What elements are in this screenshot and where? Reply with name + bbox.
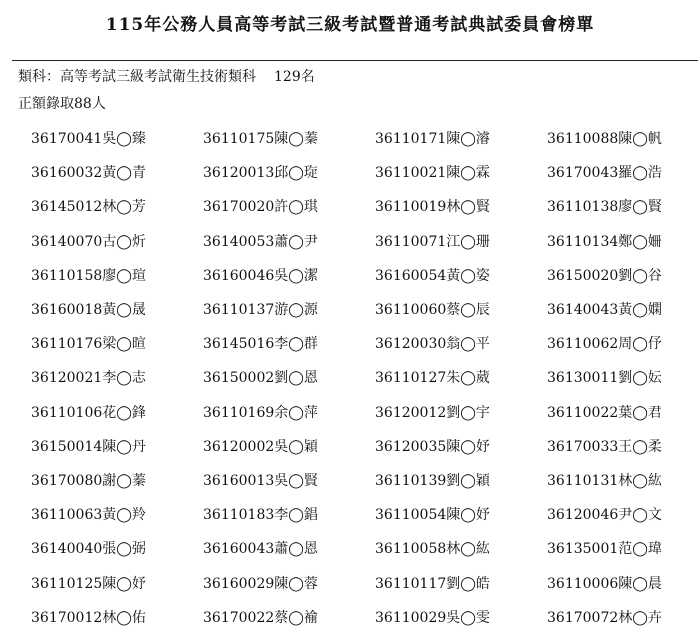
roster-entry: 36110183李◯錩 — [203, 507, 318, 524]
roster-entry: 36140040張◯弼 — [31, 541, 146, 558]
roster-entry: 36110175陳◯蓁 — [203, 131, 318, 148]
roster-entry: 36110106花◯鋒 — [31, 404, 146, 421]
category-total: 129名 — [274, 69, 315, 85]
roster-entry: 36120046尹◯文 — [547, 507, 662, 524]
roster-entry: 36110062周◯伃 — [547, 336, 662, 353]
admission-list — [31, 122, 691, 635]
roster-entry: 36145012林◯芳 — [31, 199, 146, 216]
roster-entry: 36150020劉◯谷 — [547, 267, 662, 284]
roster-entry: 36170033王◯柔 — [547, 438, 662, 455]
roster-entry: 36170022蔡◯褕 — [203, 609, 318, 626]
roster-entry: 36110131林◯紘 — [547, 472, 662, 489]
roster-entry: 36110054陳◯妤 — [375, 507, 490, 524]
roster-entry: 36170012林◯佑 — [31, 609, 146, 626]
roster-entry: 36110021陳◯霖 — [375, 165, 490, 182]
roster-entry: 36110137游◯源 — [203, 302, 318, 319]
roster-entry: 36110088陳◯帆 — [547, 131, 662, 148]
roster-entry: 36160018黃◯晟 — [31, 302, 146, 319]
roster-entry: 36135001范◯瑋 — [547, 541, 662, 558]
roster-entry: 36120012劉◯宇 — [375, 404, 490, 421]
roster-entry: 36170080謝◯蓁 — [31, 472, 146, 489]
roster-entry: 36110063黃◯羚 — [31, 507, 146, 524]
roster-entry: 36110125陳◯妤 — [31, 575, 146, 592]
roster-entry: 36160032黃◯青 — [31, 165, 146, 182]
roster-entry: 36110060蔡◯辰 — [375, 302, 490, 319]
roster-entry: 36110171陳◯濬 — [375, 131, 490, 148]
roster-entry: 36160046吳◯潔 — [203, 267, 318, 284]
roster-entry: 36170072林◯卉 — [547, 609, 662, 626]
roster-entry: 36110134鄭◯姍 — [547, 233, 662, 250]
roster-entry: 36145016李◯群 — [203, 336, 318, 353]
category-label: 類科：高等考試三級考試衛生技術類科 — [18, 69, 256, 85]
header-rule — [12, 60, 698, 61]
roster-entry: 36170043羅◯浩 — [547, 165, 662, 182]
roster-entry: 36110006陳◯晨 — [547, 575, 662, 592]
roster-entry: 36150002劉◯恩 — [203, 370, 318, 387]
roster-entry: 36110019林◯賢 — [375, 199, 490, 216]
roster-entry: 36110127朱◯葳 — [375, 370, 490, 387]
roster-entry: 36160013吳◯賢 — [203, 472, 318, 489]
roster-entry: 36120013邱◯琁 — [203, 165, 318, 182]
category-line — [18, 66, 315, 86]
quota-line: 正額錄取88人 — [18, 96, 106, 112]
roster-entry: 36170041吳◯臻 — [31, 131, 146, 148]
roster-entry: 36140070古◯炘 — [31, 233, 146, 250]
roster-entry: 36130011劉◯妘 — [547, 370, 662, 387]
roster-entry: 36110071江◯珊 — [375, 233, 490, 250]
roster-entry: 36160029陳◯蓉 — [203, 575, 318, 592]
roster-entry: 36110117劉◯皓 — [375, 575, 490, 592]
roster-entry: 36110169余◯萍 — [203, 404, 318, 421]
roster-entry: 36110029吳◯雯 — [375, 609, 490, 626]
roster-entry: 36110058林◯紘 — [375, 541, 490, 558]
roster-entry: 36150014陳◯丹 — [31, 438, 146, 455]
roster-entry: 36140053蕭◯尹 — [203, 233, 318, 250]
roster-entry: 36160054黃◯姿 — [375, 267, 490, 284]
roster-entry: 36120035陳◯妤 — [375, 438, 490, 455]
roster-entry: 36160043蕭◯恩 — [203, 541, 318, 558]
roster-entry: 36170020許◯琪 — [203, 199, 318, 216]
roster-entry: 36110138廖◯賢 — [547, 199, 662, 216]
roster-entry: 36120002吳◯穎 — [203, 438, 318, 455]
roster-entry: 36140043黃◯嫻 — [547, 302, 662, 319]
roster-entry: 36120030翁◯平 — [375, 336, 490, 353]
roster-entry: 36120021李◯志 — [31, 370, 146, 387]
roster-entry: 36110158廖◯瑄 — [31, 267, 146, 284]
roster-entry: 36110139劉◯穎 — [375, 472, 490, 489]
roster-entry: 36110022葉◯君 — [547, 404, 662, 421]
roster-entry: 36110176梁◯暄 — [31, 336, 146, 353]
page-title: 115年公務人員高等考試三級考試暨普通考試典試委員會榜單 — [105, 15, 595, 35]
